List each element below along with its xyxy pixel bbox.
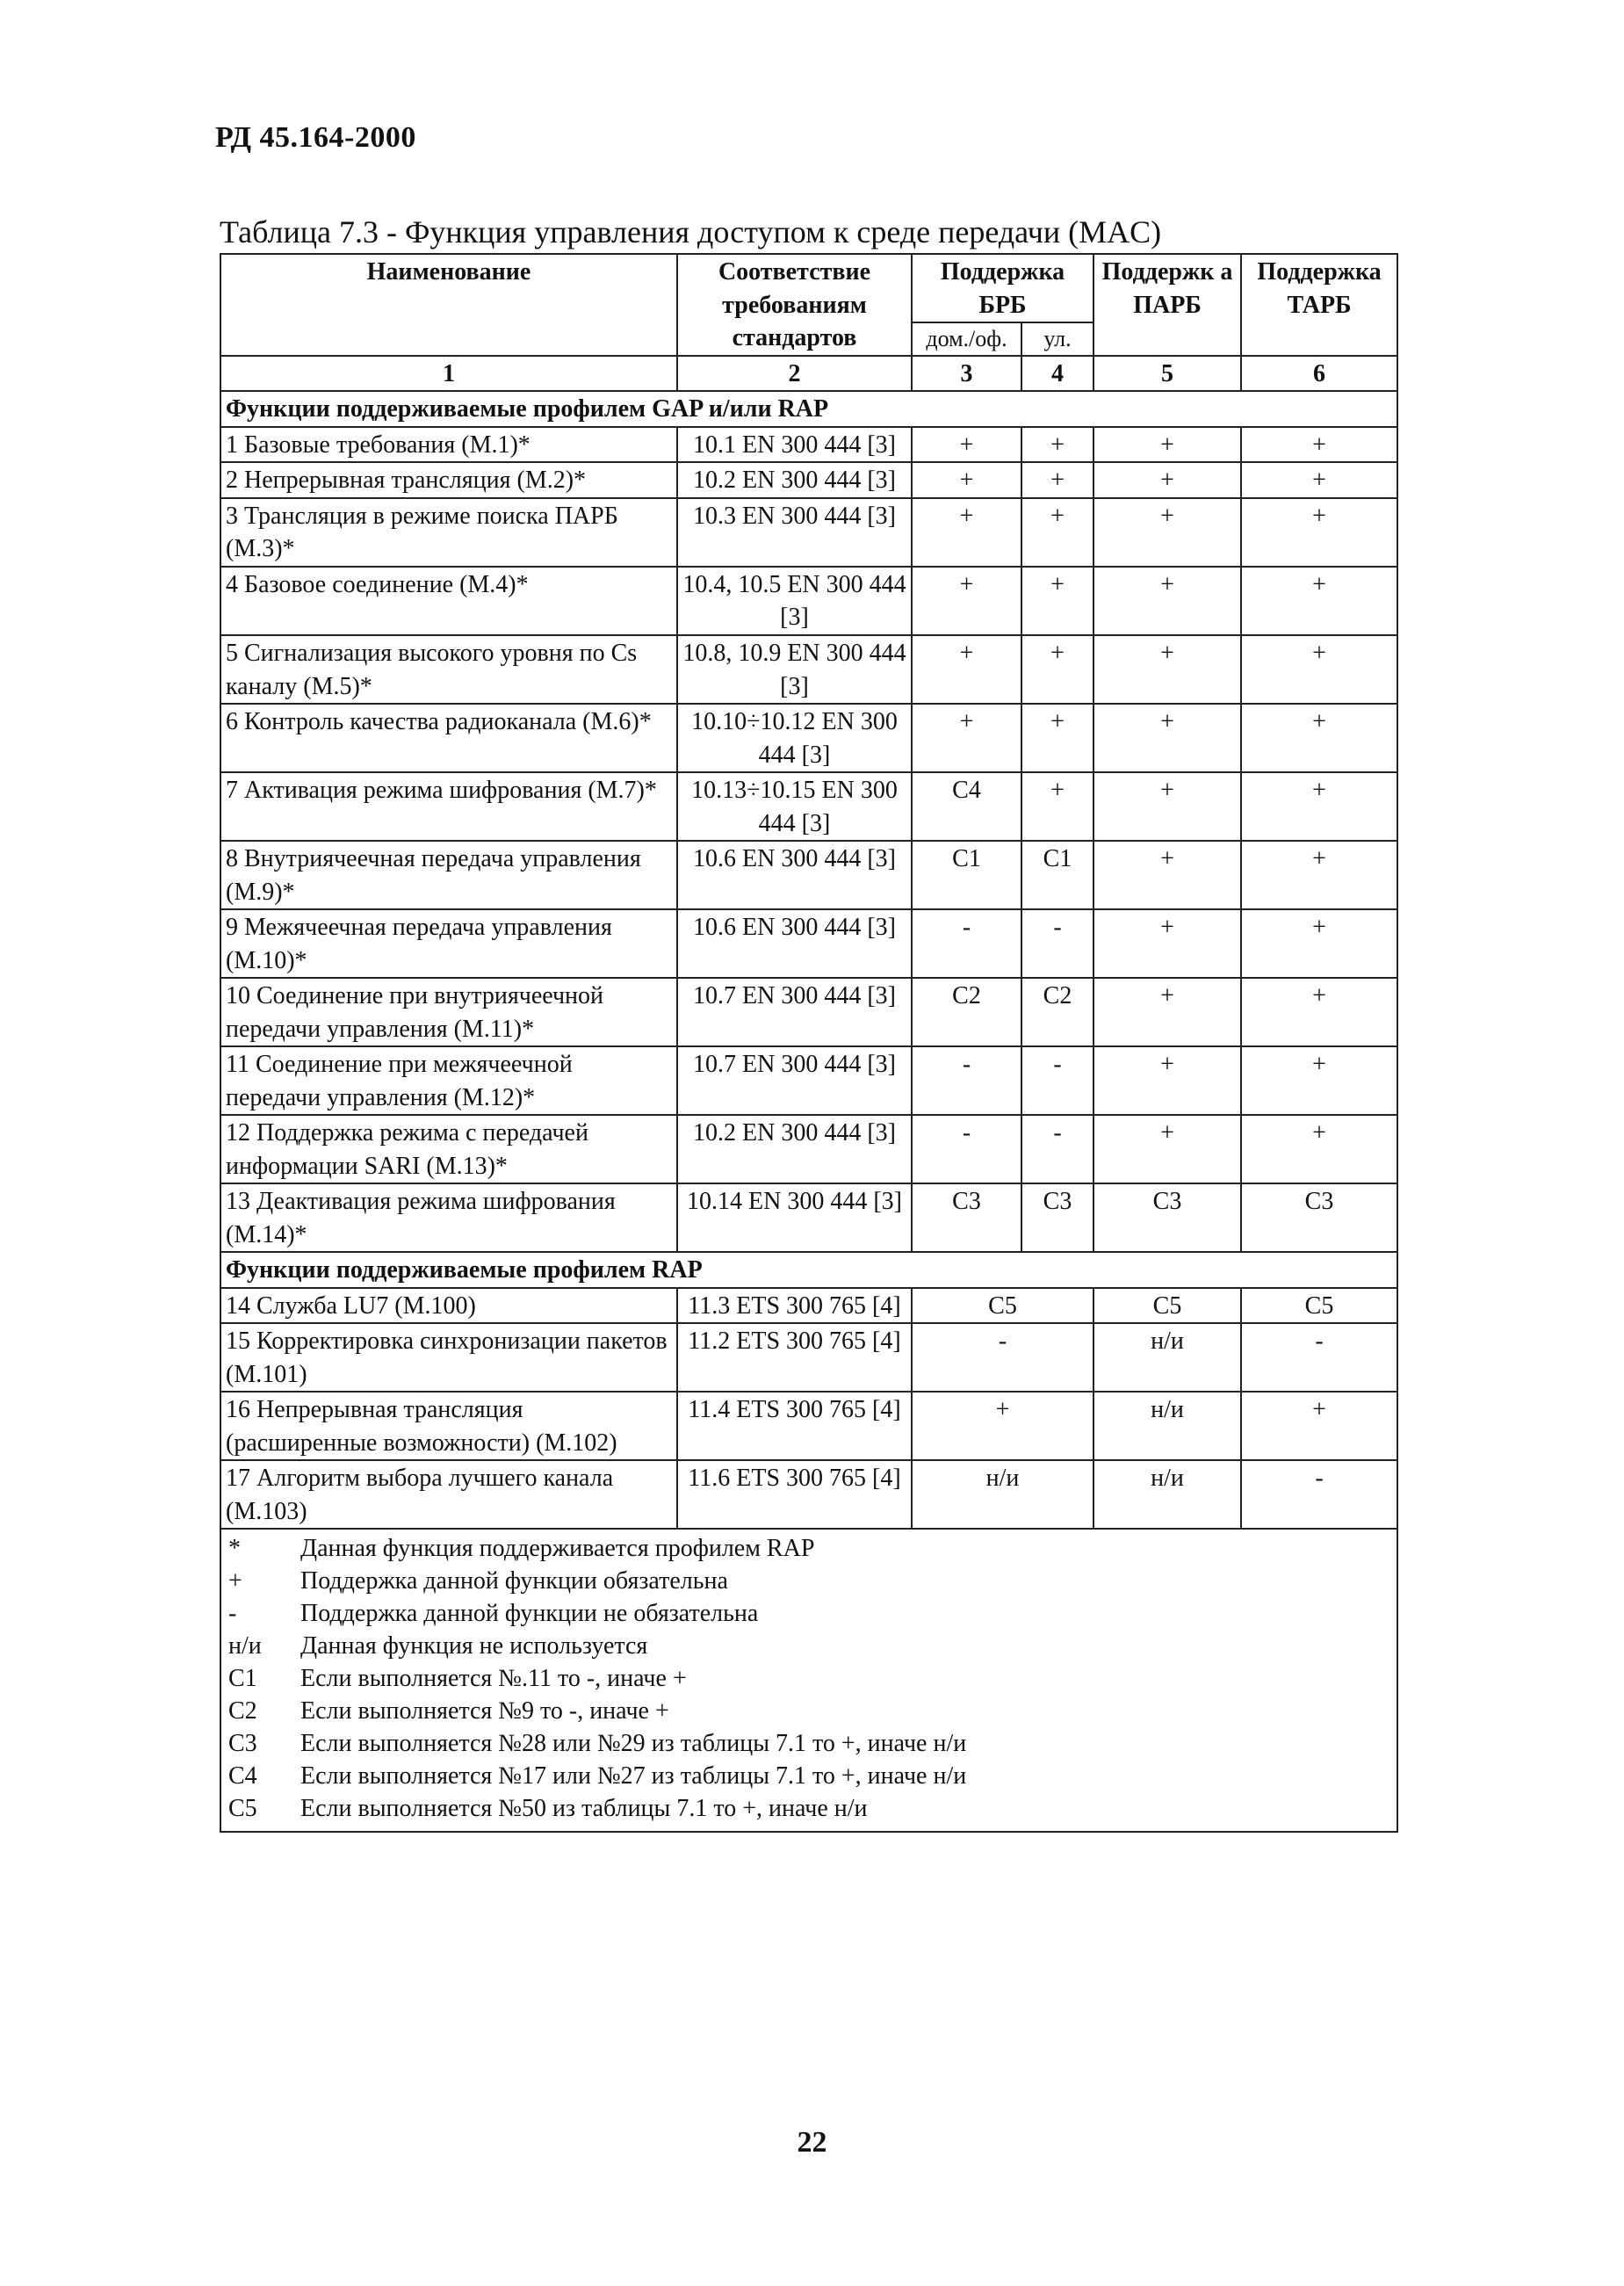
parb-cell: + (1093, 1046, 1241, 1115)
brb-home-cell: C1 (912, 841, 1021, 909)
tarb-cell: + (1241, 1046, 1397, 1115)
brb-street-cell: - (1021, 1046, 1093, 1115)
tarb-cell: + (1241, 909, 1397, 978)
parb-cell: + (1093, 1115, 1241, 1183)
parb-cell: + (1093, 772, 1241, 841)
brb-street-cell: C3 (1021, 1183, 1093, 1252)
standard-cell: 10.10÷10.12 EN 300 444 [3] (677, 704, 912, 772)
brb-home-cell: + (912, 567, 1021, 635)
header-brb-street: ул. (1021, 322, 1093, 356)
standard-cell: 10.1 EN 300 444 [3] (677, 427, 912, 463)
legend-symbol: - (228, 1600, 237, 1628)
function-name-cell: 6 Контроль качества радиоканала (M.6)* (220, 704, 677, 772)
function-name-cell: 12 Поддержка режима с передачей информации SARI (M.13)* (220, 1115, 677, 1183)
function-name-cell: 5 Сигнализация высокого уровня по Cs каналу (M.5)* (220, 635, 677, 704)
brb-home-cell: - (912, 1046, 1021, 1115)
function-name-cell: 7 Активация режима шифрования (M.7)* (220, 772, 677, 841)
table-row (220, 1046, 1397, 1115)
standard-cell: 10.7 EN 300 444 [3] (677, 1046, 912, 1115)
column-number: 3 (912, 356, 1021, 392)
brb-cell: + (912, 1392, 1093, 1460)
function-name-cell: 10 Соединение при внутриячеечной передачи управления (M.11)* (220, 978, 677, 1046)
brb-home-cell: + (912, 498, 1021, 567)
standard-cell: 10.2 EN 300 444 [3] (677, 462, 912, 498)
function-name-cell: 4 Базовое соединение (M.4)* (220, 567, 677, 635)
brb-home-cell: + (912, 704, 1021, 772)
table-row (220, 978, 1397, 1046)
header-brb-home: дом./оф. (912, 322, 1021, 356)
parb-cell: н/и (1093, 1392, 1241, 1460)
brb-cell: н/и (912, 1460, 1093, 1529)
tarb-cell: C5 (1241, 1288, 1397, 1324)
legend-symbol: C2 (228, 1697, 257, 1725)
standard-cell: 11.3 ETS 300 765 [4] (677, 1288, 912, 1324)
column-number: 6 (1241, 356, 1397, 392)
tarb-cell: - (1241, 1323, 1397, 1392)
document-code: РД 45.164-2000 (215, 121, 416, 154)
parb-cell: + (1093, 978, 1241, 1046)
table-row (220, 1288, 1397, 1324)
tarb-cell: + (1241, 567, 1397, 635)
brb-street-cell: + (1021, 498, 1093, 567)
legend-text: Если выполняется №28 или №29 из таблицы 7.1 то +, иначе н/и (300, 1730, 967, 1758)
legend-symbol: + (228, 1567, 242, 1595)
parb-cell: + (1093, 567, 1241, 635)
column-number: 5 (1093, 356, 1241, 392)
table-row (220, 567, 1397, 635)
legend-symbol: C1 (228, 1665, 257, 1693)
tarb-cell: - (1241, 1460, 1397, 1529)
table-row (220, 635, 1397, 704)
function-name-cell: 11 Соединение при межячеечной передачи управления (M.12)* (220, 1046, 677, 1115)
legend-item (228, 1631, 1389, 1663)
table-row (220, 1115, 1397, 1183)
legend-symbol: * (228, 1535, 241, 1563)
brb-home-cell: C2 (912, 978, 1021, 1046)
section-rap-title: Функции поддерживаемые профилем RAP (220, 1252, 1397, 1288)
legend-item (228, 1533, 1389, 1566)
parb-cell: + (1093, 427, 1241, 463)
parb-cell: н/и (1093, 1323, 1241, 1392)
tarb-cell: C3 (1241, 1183, 1397, 1252)
legend-text: Если выполняется №9 то -, иначе + (300, 1697, 669, 1725)
column-number: 2 (677, 356, 912, 392)
legend-text: Данная функция не используется (300, 1632, 648, 1660)
tarb-cell: + (1241, 462, 1397, 498)
table-title: Таблица 7.3 - Функция управления доступом к среде передачи (MAC) (220, 214, 1162, 250)
column-number: 1 (220, 356, 677, 392)
tarb-cell: + (1241, 841, 1397, 909)
brb-street-cell: - (1021, 909, 1093, 978)
parb-cell: + (1093, 909, 1241, 978)
legend-item (228, 1566, 1389, 1598)
section-gap-title: Функции поддерживаемые профилем GAP и/или RAP (220, 391, 1397, 427)
function-name-cell: 3 Трансляция в режиме поиска ПАРБ (M.3)* (220, 498, 677, 567)
brb-street-cell: C1 (1021, 841, 1093, 909)
tarb-cell: + (1241, 498, 1397, 567)
header-tarb: Поддержка ТАРБ (1241, 254, 1397, 356)
legend-text: Поддержка данной функции обязательна (300, 1567, 728, 1595)
parb-cell: + (1093, 635, 1241, 704)
function-name-cell: 16 Непрерывная трансляция (расширенные возможности) (M.102) (220, 1392, 677, 1460)
brb-home-cell: - (912, 909, 1021, 978)
brb-cell: C5 (912, 1288, 1093, 1324)
brb-street-cell: + (1021, 772, 1093, 841)
table-row (220, 704, 1397, 772)
standard-cell: 10.2 EN 300 444 [3] (677, 1115, 912, 1183)
brb-street-cell: + (1021, 635, 1093, 704)
tarb-cell: + (1241, 1392, 1397, 1460)
tarb-cell: + (1241, 978, 1397, 1046)
table-row (220, 772, 1397, 841)
tarb-cell: + (1241, 704, 1397, 772)
table-row (220, 1392, 1397, 1460)
brb-home-cell: - (912, 1115, 1021, 1183)
section-rap-row (220, 1252, 1397, 1288)
parb-cell: + (1093, 841, 1241, 909)
function-name-cell: 8 Внутриячеечная передача управления (M.9)* (220, 841, 677, 909)
column-numbers-row (220, 356, 1397, 392)
parb-cell: + (1093, 704, 1241, 772)
standard-cell: 10.6 EN 300 444 [3] (677, 841, 912, 909)
legend-item (228, 1728, 1389, 1761)
table-row (220, 1460, 1397, 1529)
brb-street-cell: C2 (1021, 978, 1093, 1046)
function-name-cell: 15 Корректировка синхронизации пакетов (M.101) (220, 1323, 677, 1392)
page-number: 22 (797, 2126, 827, 2159)
header-row (220, 254, 1397, 322)
table-row (220, 498, 1397, 567)
brb-street-cell: + (1021, 462, 1093, 498)
standard-cell: 10.3 EN 300 444 [3] (677, 498, 912, 567)
table-row (220, 427, 1397, 463)
brb-street-cell: + (1021, 704, 1093, 772)
legend-text: Поддержка данной функции не обязательна (300, 1600, 759, 1628)
legend-text: Если выполняется №50 из таблицы 7.1 то +, иначе н/и (300, 1795, 868, 1823)
legend (220, 1529, 1397, 1832)
mac-functions-table (220, 253, 1398, 1833)
standard-cell: 10.4, 10.5 EN 300 444 [3] (677, 567, 912, 635)
brb-street-cell: + (1021, 567, 1093, 635)
parb-cell: C5 (1093, 1288, 1241, 1324)
legend-symbol: C3 (228, 1730, 257, 1758)
header-standards: Соответствие требованиям стандартов (677, 254, 912, 356)
parb-cell: + (1093, 498, 1241, 567)
legend-text: Данная функция поддерживается профилем RAP (300, 1535, 815, 1563)
legend-symbol: C5 (228, 1795, 257, 1823)
tarb-cell: + (1241, 1115, 1397, 1183)
standard-cell: 10.8, 10.9 EN 300 444 [3] (677, 635, 912, 704)
section-gap-row (220, 391, 1397, 427)
standard-cell: 11.6 ETS 300 765 [4] (677, 1460, 912, 1529)
standard-cell: 10.14 EN 300 444 [3] (677, 1183, 912, 1252)
brb-home-cell: + (912, 462, 1021, 498)
table-row (220, 841, 1397, 909)
header-name: Наименование (220, 254, 677, 356)
brb-home-cell: C4 (912, 772, 1021, 841)
table-row (220, 909, 1397, 978)
parb-cell: C3 (1093, 1183, 1241, 1252)
standard-cell: 10.13÷10.15 EN 300 444 [3] (677, 772, 912, 841)
brb-street-cell: + (1021, 427, 1093, 463)
legend-item (228, 1598, 1389, 1631)
function-name-cell: 17 Алгоритм выбора лучшего канала (M.103) (220, 1460, 677, 1529)
column-number: 4 (1021, 356, 1093, 392)
table-row (220, 462, 1397, 498)
legend-row (220, 1529, 1397, 1832)
function-name-cell: 14 Служба LU7 (M.100) (220, 1288, 677, 1324)
standard-cell: 10.7 EN 300 444 [3] (677, 978, 912, 1046)
legend-symbol: н/и (228, 1632, 262, 1660)
brb-home-cell: + (912, 635, 1021, 704)
standard-cell: 10.6 EN 300 444 [3] (677, 909, 912, 978)
brb-home-cell: + (912, 427, 1021, 463)
legend-item (228, 1663, 1389, 1696)
brb-home-cell: C3 (912, 1183, 1021, 1252)
function-name-cell: 13 Деактивация режима шифрования (M.14)* (220, 1183, 677, 1252)
standard-cell: 11.4 ETS 300 765 [4] (677, 1392, 912, 1460)
tarb-cell: + (1241, 772, 1397, 841)
parb-cell: н/и (1093, 1460, 1241, 1529)
table-row (220, 1183, 1397, 1252)
table-row (220, 1323, 1397, 1392)
tarb-cell: + (1241, 427, 1397, 463)
parb-cell: + (1093, 462, 1241, 498)
function-name-cell: 2 Непрерывная трансляция (M.2)* (220, 462, 677, 498)
legend-item (228, 1793, 1389, 1826)
brb-street-cell: - (1021, 1115, 1093, 1183)
legend-item (228, 1696, 1389, 1728)
function-name-cell: 1 Базовые требования (M.1)* (220, 427, 677, 463)
legend-text: Если выполняется №.11 то -, иначе + (300, 1665, 687, 1693)
header-parb: Поддержк а ПАРБ (1093, 254, 1241, 356)
legend-symbol: C4 (228, 1762, 257, 1790)
function-name-cell: 9 Межячеечная передача управления (M.10)* (220, 909, 677, 978)
legend-item (228, 1761, 1389, 1793)
legend-text: Если выполняется №17 или №27 из таблицы 7.1 то +, иначе н/и (300, 1762, 967, 1790)
brb-cell: - (912, 1323, 1093, 1392)
standard-cell: 11.2 ETS 300 765 [4] (677, 1323, 912, 1392)
tarb-cell: + (1241, 635, 1397, 704)
header-brb: Поддержка БРБ (912, 254, 1093, 322)
